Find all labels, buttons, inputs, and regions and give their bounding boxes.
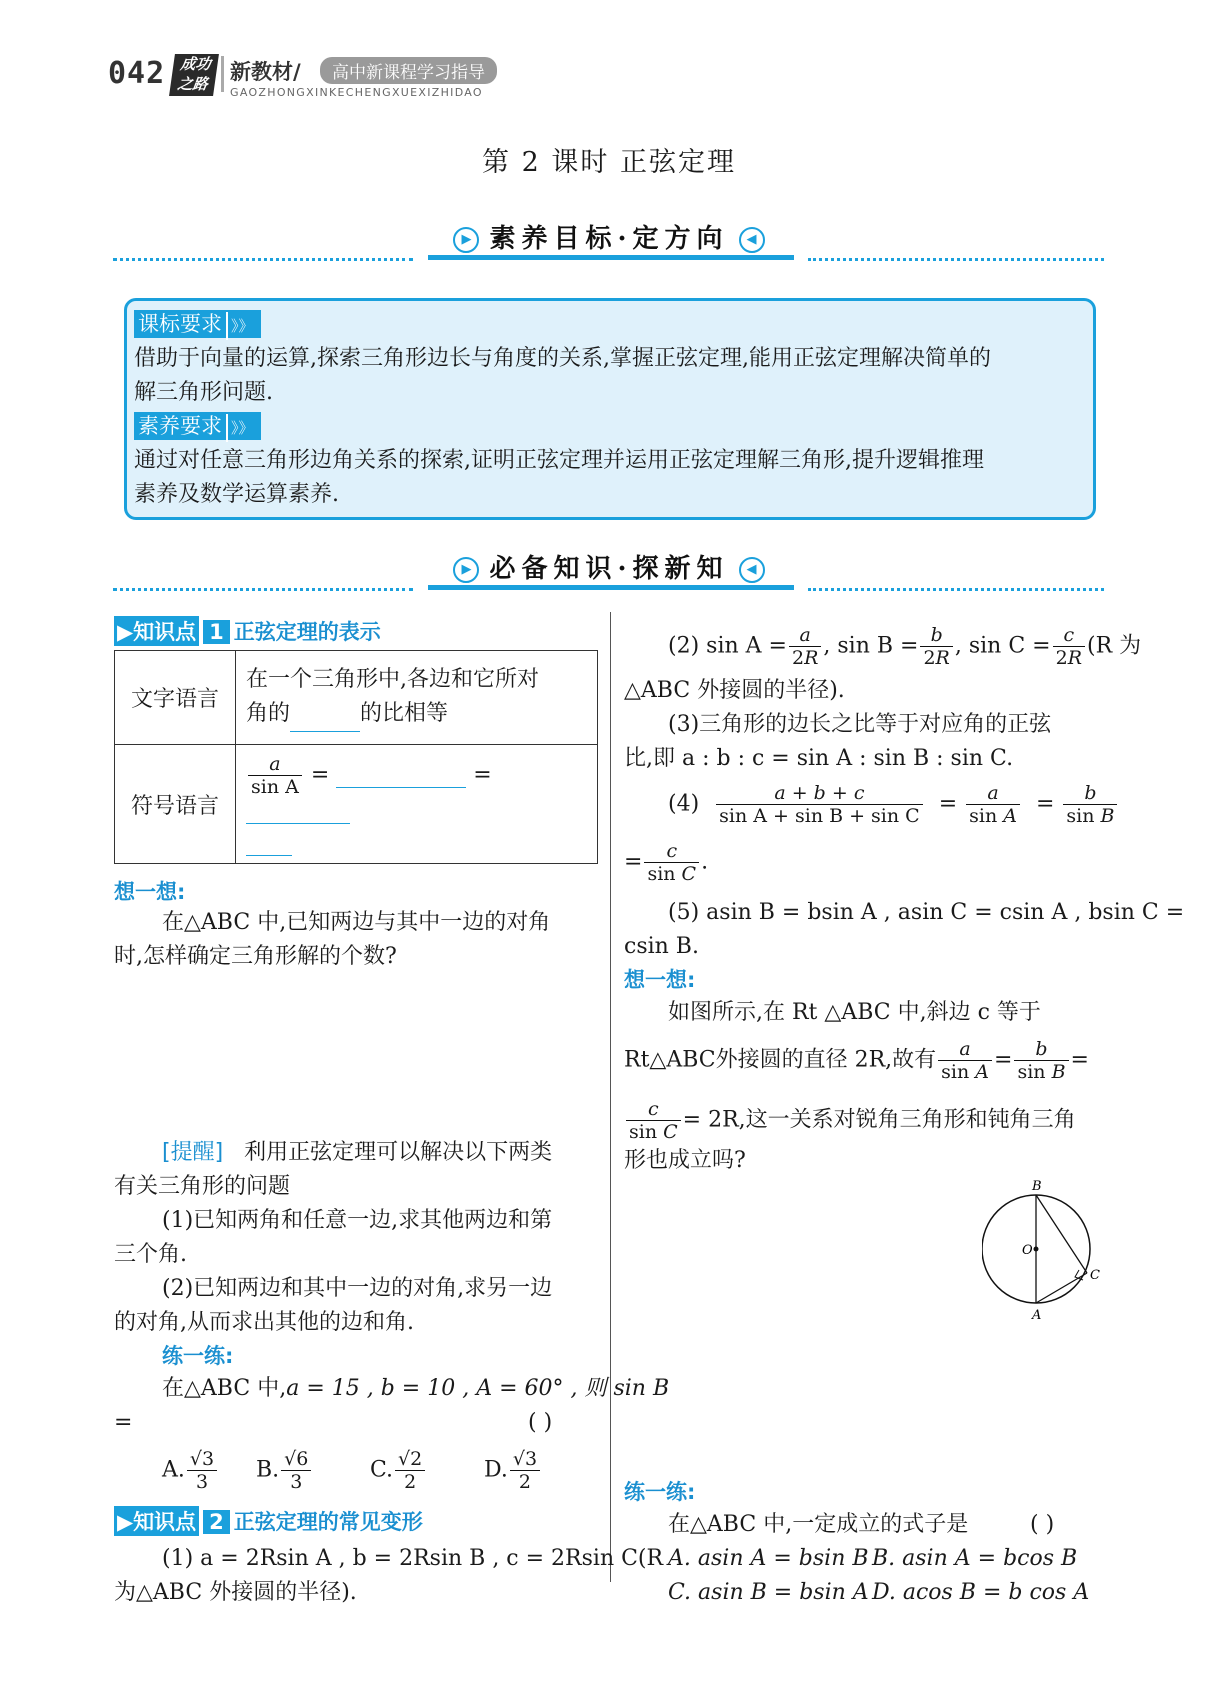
reverse-play-icon: ◀ — [739, 557, 765, 583]
think-text-1: 在△ABC 中,已知两边与其中一边的对角 — [162, 910, 551, 935]
reminder-line-5: (2)已知两边和其中一边的对角,求另一边 — [162, 1276, 553, 1301]
think2-line-3: $\frac{c}{\text{sin C}}$ = 2R,这一关系对锐角三角形和钝角三角 — [624, 1098, 1076, 1143]
page-number: 042 — [108, 56, 166, 91]
practice2-question: 在△ABC 中,一定成立的式子是 — [668, 1512, 969, 1537]
fill-blank[interactable] — [336, 762, 466, 788]
reminder-tag: [提醒] — [162, 1140, 224, 1165]
section-title: 素养目标·定方向 — [489, 224, 729, 254]
reminder-line-1: [提醒] 利用正弦定理可以解决以下两类 — [162, 1140, 553, 1165]
option-a[interactable]: A. asin A = bsin B — [668, 1546, 869, 1571]
label-c: C — [1090, 1268, 1100, 1283]
tag-curriculum: 课标要求 》》 — [134, 310, 261, 338]
play-icon: ▶ — [453, 557, 479, 583]
sine-law-table — [114, 650, 598, 864]
option-a[interactable]: A. $\frac{√3}{3}$ — [162, 1448, 219, 1493]
column-separator — [610, 612, 611, 1582]
knowledge-badge: ▶知识点 — [114, 616, 199, 646]
heading-underline — [428, 585, 794, 590]
option-c[interactable]: C. asin B = bsin A — [668, 1580, 869, 1605]
kp2-item-4-cont: = $\frac{c}{\text{sin C}}$ . — [624, 840, 709, 885]
label-a: A — [1032, 1308, 1042, 1323]
header-divider — [221, 56, 224, 92]
label-b: B — [1032, 1179, 1042, 1194]
table-cell-formula: $\frac{a}{\text{sin A}}$ = = — [236, 745, 598, 864]
fill-blank[interactable] — [246, 798, 350, 824]
think2-line-1: 如图所示,在 Rt △ABC 中,斜边 c 等于 — [668, 1000, 1041, 1025]
kp2-item-5a: (5) asin B = bsin A , asin C = csin A , bsin C = — [668, 900, 1185, 925]
kp2-item-4: (4) $\frac{a + b + c}{\text{sin A + sin B + sin C}}$ = $\frac{a}{\text{sin A}}$ = $\frac{b}{\text{sin B}}$ — [668, 782, 1119, 827]
lesson-title: 第 2 课时 正弦定理 — [482, 147, 736, 178]
competency-text-1: 通过对任意三角形边角关系的探索,证明正弦定理并运用正弦定理解三角形,提升逻辑推理 — [134, 448, 984, 473]
think-text-2: 时,怎样确定三角形解的个数? — [114, 944, 397, 969]
dotted-rule — [113, 588, 413, 591]
kp2-item-3b: 比,即 a : b : c = sin A : sin B : sin C. — [624, 746, 1014, 771]
reminder-line-3: (1)已知两角和任意一边,求其他两边和第 — [162, 1208, 553, 1233]
circle-triangle-figure — [982, 1176, 1102, 1324]
arrows-icon: 》》 — [226, 312, 257, 340]
table-row-head: 符号语言 — [115, 745, 236, 864]
section-title: 必备知识·探新知 — [489, 554, 729, 584]
think-label: 想一想: — [624, 968, 696, 992]
option-c[interactable]: C. $\frac{√2}{2}$ — [370, 1448, 427, 1493]
side-ac — [1036, 1273, 1087, 1303]
table-row-head: 文字语言 — [115, 651, 236, 745]
practice-label: 练一练: — [162, 1344, 234, 1368]
label-o: O — [1022, 1243, 1033, 1258]
knowledge-point-1-heading: ▶知识点 1 正弦定理的表示 — [114, 616, 381, 646]
series-pill: 高中新课程学习指导 — [320, 57, 497, 84]
fill-blank[interactable] — [290, 697, 360, 732]
heading-underline — [428, 255, 794, 260]
practice-question-eq: = — [114, 1410, 133, 1435]
kp2-item-1b: 为△ABC 外接圆的半径). — [114, 1580, 357, 1605]
reminder-line-4: 三个角. — [114, 1242, 187, 1267]
think2-line-2: Rt△ABC外接圆的直径 2R,故有 $\frac{a}{\text{sin A}}$ = $\frac{b}{\text{sin B}}$ = — [624, 1038, 1089, 1083]
table-cell-text: 在一个三角形中,各边和它所对 角的 的比相等 — [236, 651, 598, 745]
answer-paren[interactable]: ( ) — [528, 1410, 553, 1435]
reverse-play-icon: ◀ — [739, 227, 765, 253]
reminder-line-2: 有关三角形的问题 — [114, 1174, 291, 1199]
practice-label: 练一练: — [624, 1480, 696, 1504]
kp2-item-2: (2) sin A = $\frac{a}{2R}$ , sin B = $\frac{b}{2R}$ , sin C = $\frac{c}{2R}$ (R 为 — [668, 624, 1142, 669]
kp2-item-2b: △ABC 外接圆的半径). — [624, 678, 845, 703]
kp2-item-3a: (3)三角形的边长之比等于对应角的正弦 — [668, 712, 1052, 737]
series-pinyin: GAOZHONGXINKECHENGXUEXIZHIDAO — [230, 86, 483, 99]
option-b[interactable]: B. $\frac{√6}{3}$ — [256, 1448, 313, 1493]
competency-text-2: 素养及数学运算素养. — [134, 482, 339, 507]
think-label: 想一想: — [114, 880, 186, 904]
arrows-icon: 》》 — [226, 414, 257, 442]
kp2-item-1a: (1) a = 2Rsin A , b = 2Rsin B , c = 2Rsin C(R — [162, 1546, 664, 1571]
fill-blank[interactable] — [246, 830, 292, 856]
publisher-logo: 成功之路 — [169, 54, 219, 96]
practice-question: 在△ABC 中,a = 15 , b = 10 , A = 60° , 则 sin B — [162, 1376, 670, 1401]
knowledge-badge: ▶知识点 — [114, 1506, 199, 1536]
think2-line-4: 形也成立吗? — [624, 1148, 746, 1173]
section-heading-knowledge — [0, 548, 1218, 585]
kp2-item-5b: csin B. — [624, 934, 699, 959]
dotted-rule — [808, 258, 1104, 261]
knowledge-point-2-heading: ▶知识点 2 正弦定理的常见变形 — [114, 1506, 423, 1536]
section-heading-goals — [0, 218, 1218, 255]
tag-competency: 素养要求 》》 — [134, 412, 261, 440]
side-bc — [1036, 1195, 1087, 1273]
curriculum-text-2: 解三角形问题. — [134, 380, 273, 405]
reminder-line-6: 的对角,从而求出其他的边和角. — [114, 1310, 414, 1335]
option-d[interactable]: D. acos B = b cos A — [872, 1580, 1090, 1605]
answer-paren[interactable]: ( ) — [1030, 1512, 1055, 1537]
dotted-rule — [808, 588, 1104, 591]
brand-name: 新教材/ — [230, 60, 301, 84]
play-icon: ▶ — [453, 227, 479, 253]
center-point — [1034, 1247, 1039, 1252]
option-d[interactable]: D. $\frac{√3}{2}$ — [484, 1448, 542, 1493]
curriculum-text-1: 借助于向量的运算,探索三角形边长与角度的关系,掌握正弦定理,能用正弦定理解决简单的 — [134, 346, 991, 371]
option-b[interactable]: B. asin A = bcos B — [872, 1546, 1078, 1571]
dotted-rule — [113, 258, 413, 261]
